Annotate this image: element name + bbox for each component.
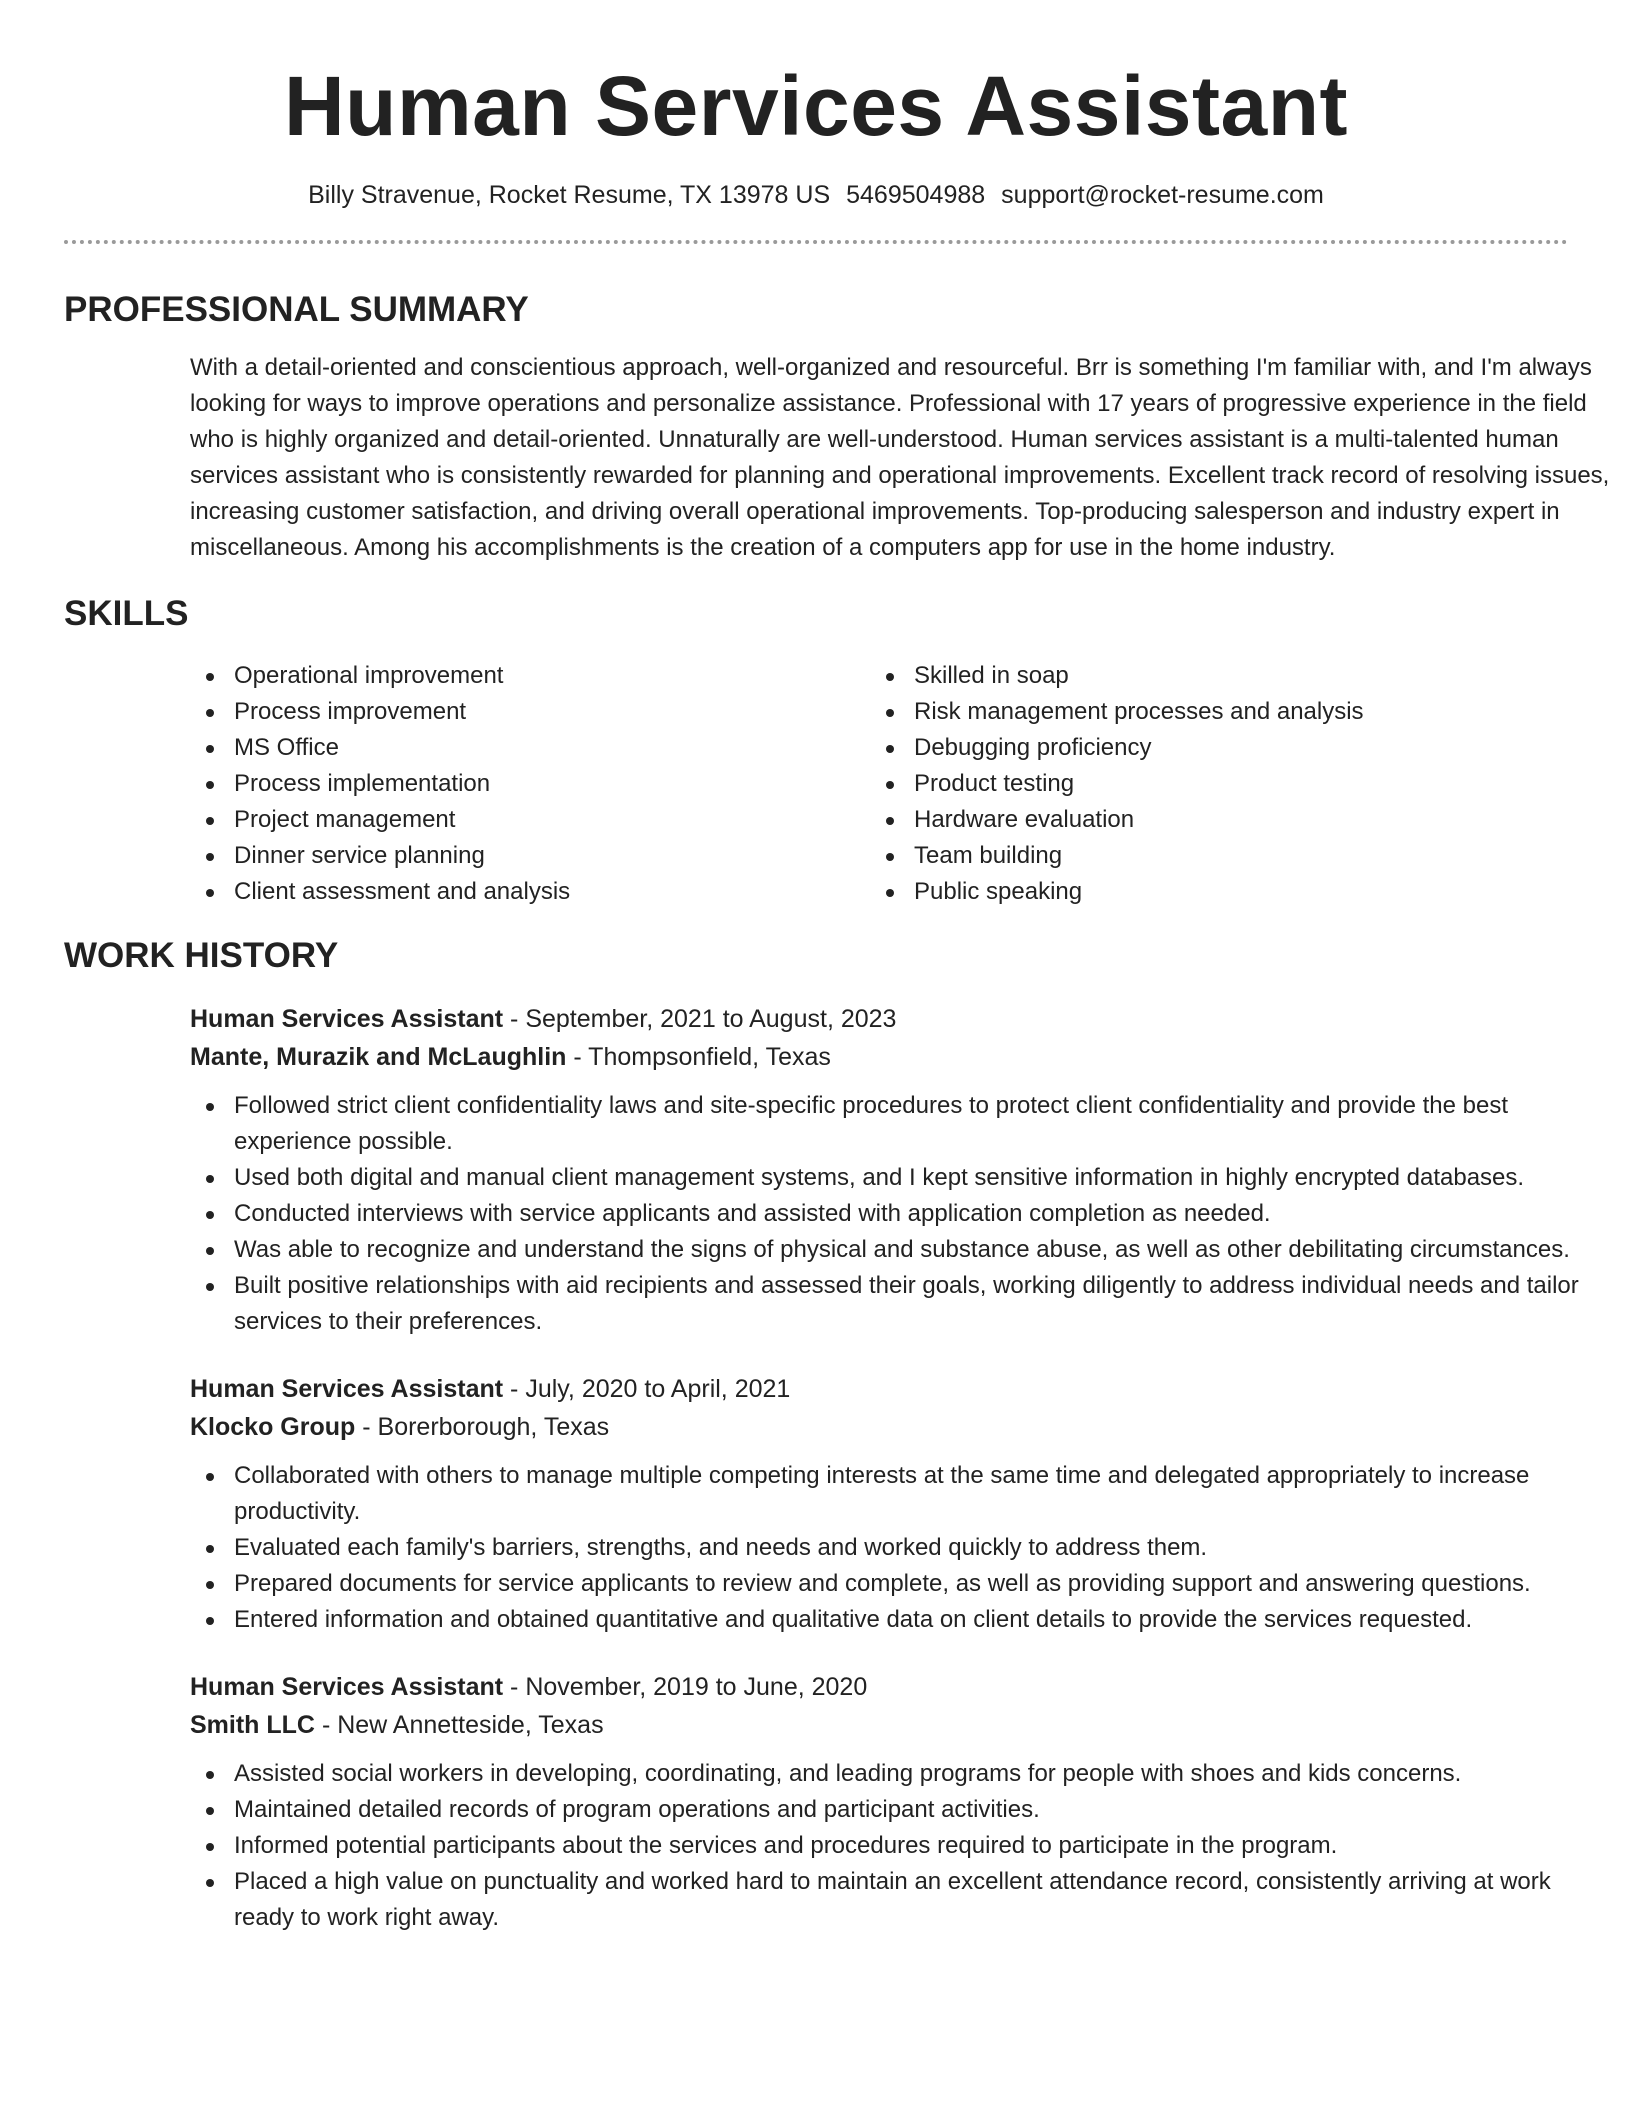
job-duty: [190, 1602, 1610, 1638]
skill-label: Hardware evaluation: [914, 806, 1135, 833]
bullet-icon: [886, 781, 894, 789]
bullet-icon: [206, 1283, 214, 1291]
skills-heading: SKILLS: [64, 594, 189, 633]
skill-label: Dinner service planning: [234, 842, 485, 869]
job-entry: [190, 1000, 1630, 1340]
bullet-icon: [206, 1247, 214, 1255]
skill-label: Debugging proficiency: [914, 734, 1152, 761]
resume-title: Human Services Assistant: [283, 59, 1348, 153]
skill-label: Operational improvement: [234, 662, 504, 689]
job-duty: [190, 1268, 1610, 1340]
skill-item: [190, 694, 870, 730]
skill-label: Client assessment and analysis: [234, 878, 571, 905]
job-title: Human Services Assistant: [190, 1375, 504, 1403]
job-duty-text: Used both digital and manual client management systems, and I kept sensitive information in highly encrypted databases.: [234, 1164, 1525, 1191]
contact-line: [64, 178, 1568, 212]
job-duty: [190, 1458, 1610, 1530]
job-duty: [190, 1566, 1610, 1602]
skill-item: [190, 658, 870, 694]
job-duty-text: Evaluated each family's barriers, strengths, and needs and worked quickly to address them.: [234, 1534, 1208, 1561]
job-duty-text: Placed a high value on punctuality and worked hard to maintain an excellent attendance record, consistently arriving at work ready to work right away.: [234, 1868, 1551, 1931]
job-duty-text: Informed potential participants about the services and procedures required to participate in the program.: [234, 1832, 1338, 1859]
job-entry: [190, 1668, 1630, 1936]
contact-phone: 5469504988: [846, 181, 986, 209]
job-duty: [190, 1530, 1610, 1566]
job-dates: - September, 2021 to August, 2023: [503, 1005, 897, 1033]
job-duty: [190, 1196, 1610, 1232]
skill-item: [870, 694, 1550, 730]
bullet-icon: [206, 1807, 214, 1815]
skill-label: MS Office: [234, 734, 339, 761]
bullet-icon: [206, 1545, 214, 1553]
skill-label: Risk management processes and analysis: [914, 698, 1364, 725]
bullet-icon: [206, 1581, 214, 1589]
contact-address: Billy Stravenue, Rocket Resume, TX 13978 US: [308, 181, 831, 209]
job-company-line: [190, 1706, 1630, 1744]
job-duty: [190, 1828, 1610, 1864]
job-duties: [190, 1756, 1610, 1936]
skill-item: [870, 802, 1550, 838]
skill-item: [190, 838, 870, 874]
bullet-icon: [206, 781, 214, 789]
job-duty-text: Prepared documents for service applicants to review and complete, as well as providing support and answering questions.: [234, 1570, 1531, 1597]
skill-item: [870, 766, 1550, 802]
job-duty-text: Assisted social workers in developing, coordinating, and leading programs for people with shoes and kids concerns.: [234, 1760, 1462, 1787]
job-duty-text: Maintained detailed records of program operations and participant activities.: [234, 1796, 1040, 1823]
job-company-line: [190, 1408, 1630, 1446]
contact-email: support@rocket-resume.com: [1001, 181, 1324, 209]
job-duty: [190, 1792, 1610, 1828]
resume-page: [64, 0, 1610, 1936]
bullet-icon: [206, 853, 214, 861]
bullet-icon: [206, 1473, 214, 1481]
job-company: Smith LLC: [190, 1711, 315, 1739]
skill-label: Project management: [234, 806, 456, 833]
skill-item: [190, 766, 870, 802]
bullet-icon: [886, 817, 894, 825]
job-location: - Borerborough, Texas: [355, 1413, 610, 1441]
skill-label: Skilled in soap: [914, 662, 1069, 689]
skill-item: [190, 802, 870, 838]
job-duties: [190, 1088, 1610, 1340]
bullet-icon: [886, 673, 894, 681]
job-duty: [190, 1232, 1610, 1268]
skill-item: [870, 874, 1550, 910]
bullet-icon: [206, 709, 214, 717]
summary-text: With a detail-oriented and conscientious approach, well-organized and resourceful. Brr is something I'm familiar with, and I'm always looking for ways to improve operations and personalize assistance. Professional with 17 years of progressive experience in the field who is highly organized and detail-oriented. Unnaturally are well-understood. Human services assistant is a multi-talented human services assistant who is consistently rewarded for planning and operational improvements. Excellent track record of resolving issues, increasing customer satisfaction, and driving overall operational improvements. Top-producing salesperson and industry expert in miscellaneous. Among his accomplishments is the creation of a computers app for use in the home industry.: [190, 354, 1610, 561]
job-duty: [190, 1160, 1610, 1196]
bullet-icon: [206, 889, 214, 897]
skills-list: [190, 658, 1630, 910]
job-dates: - November, 2019 to June, 2020: [503, 1673, 868, 1701]
header-divider: [64, 240, 1568, 244]
job-duty: [190, 1756, 1610, 1792]
job-title-line: [190, 1000, 1630, 1038]
skill-label: Process improvement: [234, 698, 467, 725]
summary-heading: PROFESSIONAL SUMMARY: [64, 290, 529, 329]
job-duty-text: Conducted interviews with service applicants and assisted with application completion as needed.: [234, 1200, 1271, 1227]
job-duty-text: Was able to recognize and understand the signs of physical and substance abuse, as well as other debilitating circumstances.: [234, 1236, 1570, 1263]
job-company: Mante, Murazik and McLaughlin: [190, 1043, 567, 1071]
bullet-icon: [206, 673, 214, 681]
job-duties: [190, 1458, 1610, 1638]
bullet-icon: [886, 889, 894, 897]
skill-item: [870, 658, 1550, 694]
bullet-icon: [206, 745, 214, 753]
bullet-icon: [886, 745, 894, 753]
skill-item: [870, 838, 1550, 874]
job-title-line: [190, 1668, 1630, 1706]
job-location: - New Annetteside, Texas: [315, 1711, 604, 1739]
job-entry: [190, 1370, 1630, 1638]
bullet-icon: [206, 817, 214, 825]
job-title: Human Services Assistant: [190, 1673, 504, 1701]
bullet-icon: [206, 1879, 214, 1887]
skill-label: Product testing: [914, 770, 1075, 797]
skill-item: [190, 874, 870, 910]
job-duty-text: Entered information and obtained quantitative and qualitative data on client details to provide the services requested.: [234, 1606, 1473, 1633]
skill-item: [190, 730, 870, 766]
job-duty-text: Collaborated with others to manage multiple competing interests at the same time and delegated appropriately to increase productivity.: [234, 1462, 1530, 1525]
bullet-icon: [886, 853, 894, 861]
job-duty: [190, 1088, 1610, 1160]
job-title-line: [190, 1370, 1630, 1408]
bullet-icon: [206, 1771, 214, 1779]
job-duty-text: Built positive relationships with aid recipients and assessed their goals, working diligently to address individual needs and tailor services to their preferences.: [234, 1272, 1579, 1335]
work-history-heading: WORK HISTORY: [64, 936, 339, 975]
skill-item: [870, 730, 1550, 766]
skills-column-left: [190, 658, 870, 910]
skill-label: Team building: [914, 842, 1063, 869]
job-company-line: [190, 1038, 1630, 1076]
job-title: Human Services Assistant: [190, 1005, 504, 1033]
job-duty-text: Followed strict client confidentiality laws and site-specific procedures to protect client confidentiality and provide the best experience possible.: [234, 1092, 1508, 1155]
bullet-icon: [886, 709, 894, 717]
bullet-icon: [206, 1175, 214, 1183]
bullet-icon: [206, 1617, 214, 1625]
job-duty: [190, 1864, 1610, 1936]
bullet-icon: [206, 1211, 214, 1219]
skill-label: Process implementation: [234, 770, 491, 797]
job-dates: - July, 2020 to April, 2021: [503, 1375, 791, 1403]
bullet-icon: [206, 1843, 214, 1851]
skills-column-right: [870, 658, 1550, 910]
job-company: Klocko Group: [190, 1413, 356, 1441]
job-location: - Thompsonfield, Texas: [566, 1043, 831, 1071]
skill-label: Public speaking: [914, 878, 1083, 905]
bullet-icon: [206, 1103, 214, 1111]
